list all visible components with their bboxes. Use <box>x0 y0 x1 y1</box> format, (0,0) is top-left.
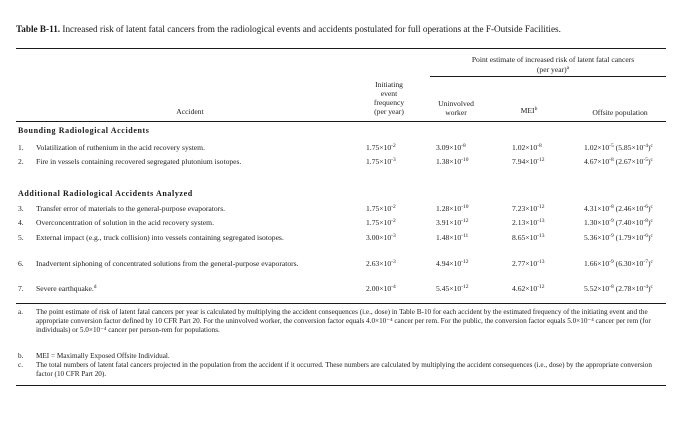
row-number: 5. <box>18 233 24 242</box>
row-worker <box>436 143 466 152</box>
caption-rule <box>16 48 666 49</box>
row-mei <box>512 259 545 268</box>
table-caption <box>16 24 666 36</box>
row-worker <box>436 218 469 227</box>
table-number: Table B-11. <box>16 24 61 34</box>
frequency-exponent: -3 <box>391 259 396 265</box>
group-header-rule <box>430 76 666 77</box>
row-offsite <box>584 218 653 227</box>
mei-exponent: -12 <box>537 204 545 210</box>
mei-mantissa: 7.94×10 <box>512 157 538 166</box>
row-mei <box>512 218 545 227</box>
row-worker <box>436 157 469 166</box>
row-accident: Inadvertent siphoning of concentrated solutions from the general-purpose evaporators. <box>36 259 299 268</box>
row-accident <box>36 284 97 293</box>
row-frequency <box>366 157 396 166</box>
table-title: Increased risk of latent fatal cancers from the radiological events and accidents postulated for full operations at the F-Outside Facilities. <box>62 24 561 34</box>
frequency-exponent: -2 <box>391 143 396 149</box>
offsite-exponent: -8 <box>609 157 614 163</box>
offsite-paren-exponent: -8 <box>643 218 648 224</box>
group-header-unit <box>440 65 666 74</box>
offsite-paren-mantissa: (2.67×10 <box>613 157 644 166</box>
row-offsite <box>584 284 653 293</box>
section-title-additional: Additional Radiological Accidents Analyzed <box>18 189 193 198</box>
row-accident: Transfer error of materials to the general-purpose evaporators. <box>36 204 226 213</box>
row-number: 7. <box>18 284 24 293</box>
col-frequency-line-1: Initiating <box>375 80 403 89</box>
mei-exponent: -13 <box>537 218 545 224</box>
offsite-note: c <box>650 284 653 290</box>
offsite-exponent: -5 <box>609 143 614 149</box>
frequency-mantissa: 3.00×10 <box>366 233 392 242</box>
frequency-exponent: -4 <box>391 284 396 290</box>
offsite-paren-mantissa: (2.78×10 <box>613 284 644 293</box>
worker-mantissa: 1.38×10 <box>436 157 462 166</box>
offsite-paren-exponent: -7 <box>643 259 648 265</box>
worker-exponent: -10 <box>461 204 469 210</box>
row-offsite <box>584 233 653 242</box>
header-rule <box>16 121 666 122</box>
offsite-note: c <box>650 157 653 163</box>
col-accident-header: Accident <box>176 107 204 116</box>
offsite-exponent: -8 <box>609 284 614 290</box>
row-accident: Fire in vessels containing recovered segregated plutonium isotopes. <box>36 157 242 166</box>
row-number: 4. <box>18 218 24 227</box>
frequency-mantissa: 2.63×10 <box>366 259 392 268</box>
col-mei-note: b <box>534 106 538 112</box>
footnote-letter: b. <box>18 352 24 360</box>
footnote-letter: c. <box>18 361 23 369</box>
row-number: 6. <box>18 259 24 268</box>
worker-exponent: -12 <box>461 218 469 224</box>
mei-exponent: -12 <box>537 284 545 290</box>
group-header-unit-text: (per year) <box>536 65 567 74</box>
row-frequency <box>366 284 396 293</box>
offsite-paren-exponent: -6 <box>643 204 648 210</box>
section-title-bounding: Bounding Radiological Accidents <box>18 126 150 135</box>
frequency-exponent: -2 <box>391 218 396 224</box>
offsite-note: c <box>650 259 653 265</box>
offsite-exponent: -9 <box>609 233 614 239</box>
mei-mantissa: 2.13×10 <box>512 218 538 227</box>
worker-mantissa: 5.45×10 <box>436 284 462 293</box>
col-worker-header <box>426 99 486 117</box>
frequency-mantissa: 1.75×10 <box>366 218 392 227</box>
worker-mantissa: 3.09×10 <box>436 143 462 152</box>
footnote-letter: a. <box>18 308 23 316</box>
mei-mantissa: 1.02×10 <box>512 143 538 152</box>
offsite-paren-close: ) <box>647 233 651 242</box>
col-mei-text: MEI <box>520 106 535 115</box>
offsite-exponent: -9 <box>609 218 614 224</box>
row-mei <box>512 143 542 152</box>
mei-mantissa: 2.77×10 <box>512 259 538 268</box>
offsite-exponent: -9 <box>609 259 614 265</box>
frequency-exponent: -2 <box>391 204 396 210</box>
frequency-exponent: -3 <box>391 233 396 239</box>
offsite-paren-exponent: -4 <box>643 284 648 290</box>
offsite-paren-mantissa: (5.85×10 <box>613 143 644 152</box>
offsite-paren-close: ) <box>647 157 651 166</box>
row-number: 3. <box>18 204 24 213</box>
worker-mantissa: 1.48×10 <box>436 233 462 242</box>
mei-exponent: -12 <box>537 157 545 163</box>
offsite-note: c <box>650 143 653 149</box>
offsite-paren-close: ) <box>647 218 651 227</box>
offsite-paren-exponent: -6 <box>643 233 648 239</box>
col-frequency-header <box>360 80 418 116</box>
row-number: 1. <box>18 143 24 152</box>
row-mei <box>512 284 545 293</box>
footnote-text: The total numbers of latent fatal cancers projected in the population from the accident if it occurred. These numbers are calculated by multiplying the accident consequences (i.e., dose) by the appropriate conversion factor (10 CFR Part 20). <box>36 361 652 378</box>
offsite-mantissa: 1.66×10 <box>584 259 610 268</box>
row-mei <box>512 204 545 213</box>
worker-exponent: -12 <box>461 284 469 290</box>
row-frequency <box>366 218 396 227</box>
offsite-paren-exponent: -4 <box>643 143 648 149</box>
frequency-mantissa: 2.00×10 <box>366 284 392 293</box>
col-worker-line-2: worker <box>445 108 467 117</box>
worker-mantissa: 3.91×10 <box>436 218 462 227</box>
offsite-note: c <box>650 204 653 210</box>
offsite-paren-mantissa: (7.40×10 <box>613 218 644 227</box>
row-frequency <box>366 143 396 152</box>
row-accident-text: Severe earthquake. <box>36 284 94 293</box>
frequency-mantissa: 1.75×10 <box>366 204 392 213</box>
offsite-mantissa: 5.52×10 <box>584 284 610 293</box>
worker-exponent: -10 <box>461 157 469 163</box>
row-mei <box>512 233 545 242</box>
mei-exponent: -8 <box>537 143 542 149</box>
row-worker <box>436 284 469 293</box>
col-frequency-line-2: event <box>380 89 398 98</box>
group-header <box>440 55 666 64</box>
row-accident: Volatilization of ruthenium in the acid recovery system. <box>36 143 205 152</box>
footnote-bottom-rule <box>16 385 666 386</box>
group-header-text: Point estimate of increased risk of latent fatal cancers <box>471 55 635 64</box>
frequency-exponent: -3 <box>391 157 396 163</box>
row-accident: External impact (e.g., truck collision) into vessels containing segregated isotopes. <box>36 233 284 242</box>
offsite-note: c <box>650 218 653 224</box>
group-header-note: a <box>566 65 570 71</box>
offsite-paren-close: ) <box>647 143 651 152</box>
worker-exponent: -11 <box>461 233 469 239</box>
row-number: 2. <box>18 157 24 166</box>
offsite-mantissa: 4.31×10 <box>584 204 610 213</box>
offsite-mantissa: 1.30×10 <box>584 218 610 227</box>
offsite-mantissa: 1.02×10 <box>584 143 610 152</box>
row-frequency <box>366 204 396 213</box>
offsite-paren-mantissa: (1.79×10 <box>613 233 644 242</box>
frequency-mantissa: 1.75×10 <box>366 157 392 166</box>
row-mei <box>512 157 545 166</box>
offsite-paren-mantissa: (2.46×10 <box>613 204 644 213</box>
offsite-paren-close: ) <box>647 259 651 268</box>
row-frequency <box>366 233 396 242</box>
col-offsite-header: Offsite population <box>592 108 648 117</box>
col-worker-line-1: Uninvolved <box>438 99 474 108</box>
row-offsite <box>584 259 653 268</box>
worker-exponent: -8 <box>461 143 466 149</box>
mei-exponent: -13 <box>537 233 545 239</box>
mei-mantissa: 7.23×10 <box>512 204 538 213</box>
table-bottom-rule <box>16 303 666 304</box>
col-frequency-line-4: (per year) <box>374 107 404 116</box>
row-worker <box>436 204 469 213</box>
offsite-mantissa: 5.36×10 <box>584 233 610 242</box>
frequency-mantissa: 1.75×10 <box>366 143 392 152</box>
footnote-text: MEI = Maximally Exposed Offsite Individual. <box>36 352 170 360</box>
row-worker <box>436 233 468 242</box>
row-worker <box>436 259 469 268</box>
row-accident: Overconcentration of solution in the acid recovery system. <box>36 218 214 227</box>
col-frequency-line-3: frequency <box>373 98 405 107</box>
offsite-paren-mantissa: (6.30×10 <box>613 259 644 268</box>
worker-exponent: -12 <box>461 259 469 265</box>
offsite-exponent: -8 <box>609 204 614 210</box>
row-accident-note: d <box>93 284 97 290</box>
mei-mantissa: 4.62×10 <box>512 284 538 293</box>
col-mei-header <box>504 106 554 115</box>
offsite-paren-exponent: -5 <box>643 157 648 163</box>
row-offsite <box>584 204 653 213</box>
offsite-mantissa: 4.67×10 <box>584 157 610 166</box>
row-offsite <box>584 157 653 166</box>
footnote-text: The point estimate of risk of latent fatal cancers per year is calculated by multiplying the accident consequences (i.e., dose) in Table B-10 for each accident by the estimated frequency of the initiating event and the appropriate conversion factor defined by 10 CFR Part 20. For the uninvolved worker, the conversion factor equals 4.0×10⁻⁴ cancer per rem. For the public, the conversion factor equals 5.0×10⁻⁴ cancer per rem (for individuals) or 5.0×10⁻⁴ cancer per person-rem for populations. <box>36 308 651 334</box>
worker-mantissa: 4.94×10 <box>436 259 462 268</box>
row-frequency <box>366 259 396 268</box>
mei-mantissa: 8.65×10 <box>512 233 538 242</box>
worker-mantissa: 1.28×10 <box>436 204 462 213</box>
mei-exponent: -13 <box>537 259 545 265</box>
offsite-paren-close: ) <box>647 284 651 293</box>
offsite-paren-close: ) <box>647 204 651 213</box>
row-offsite <box>584 143 653 152</box>
offsite-note: c <box>650 233 653 239</box>
